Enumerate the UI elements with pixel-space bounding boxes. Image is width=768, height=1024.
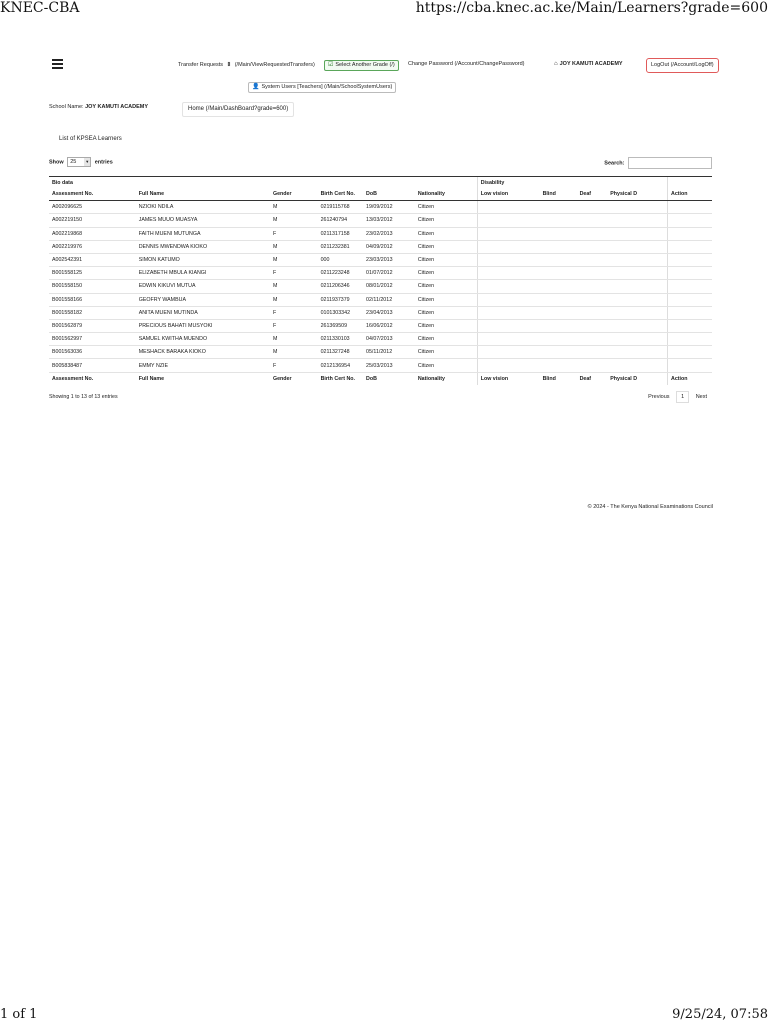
learners-table <box>49 176 712 385</box>
column-header-7[interactable]: Blind <box>540 188 577 201</box>
table-cell: 23/04/2013 <box>363 306 415 319</box>
table-group-header <box>49 177 712 189</box>
column-footer-6[interactable]: Low vision <box>477 372 539 385</box>
column-footer-3[interactable]: Birth Cert No. <box>318 372 363 385</box>
table-cell: Citizen <box>415 346 477 359</box>
table-cell <box>607 319 667 332</box>
table-cell: EMMY NZIE <box>136 359 270 372</box>
table-cell: Citizen <box>415 214 477 227</box>
table-cell: 0212136954 <box>318 359 363 372</box>
table-cell: Citizen <box>415 267 477 280</box>
table-cell: Citizen <box>415 280 477 293</box>
table-cell: B001558166 <box>49 293 136 306</box>
table-cell <box>607 359 667 372</box>
table-cell <box>540 293 577 306</box>
column-header-4[interactable]: DoB <box>363 188 415 201</box>
next-page-button[interactable]: Next <box>695 394 707 400</box>
table-cell: 13/03/2012 <box>363 214 415 227</box>
table-cell: A002542391 <box>49 253 136 266</box>
table-cell: B001558182 <box>49 306 136 319</box>
table-cell: Citizen <box>415 306 477 319</box>
table-cell <box>668 214 712 227</box>
group-disability: Disability <box>477 177 667 189</box>
table-cell: M <box>270 214 318 227</box>
table-cell <box>540 253 577 266</box>
table-cell <box>577 359 608 372</box>
table-cell <box>607 267 667 280</box>
table-cell <box>477 319 539 332</box>
print-title: KNEC-CBA <box>0 0 80 16</box>
table-cell <box>540 227 577 240</box>
table-cell: 261240794 <box>318 214 363 227</box>
table-cell: 02/11/2012 <box>363 293 415 306</box>
table-cell: B001562997 <box>49 333 136 346</box>
table-cell <box>668 227 712 240</box>
table-cell <box>577 214 608 227</box>
table-cell <box>668 333 712 346</box>
table-cell: A002219150 <box>49 214 136 227</box>
table-cell: M <box>270 293 318 306</box>
table-cell <box>477 214 539 227</box>
table-cell: 0211223248 <box>318 267 363 280</box>
table-cell: Citizen <box>415 227 477 240</box>
print-datetime: 9/25/24, 07:58 <box>672 1007 768 1022</box>
copyright-footer: © 2024 - The Kenya National Examinations Council <box>587 504 713 510</box>
page-title: List of KPSEA Learners <box>59 136 122 142</box>
table-info: Showing 1 to 13 of 13 entries <box>49 394 118 400</box>
transfer-requests-path: (/Main/ViewRequestedTransfers) <box>234 62 315 68</box>
change-password-link[interactable]: Change Password (/Account/ChangePassword) <box>408 61 525 67</box>
table-cell: 23/02/2013 <box>363 227 415 240</box>
column-header-8[interactable]: Deaf <box>577 188 608 201</box>
entries-label: entries <box>94 159 113 166</box>
print-page-number: 1 of 1 <box>0 1007 38 1022</box>
current-page-button[interactable]: 1 <box>676 391 689 403</box>
table-cell <box>668 319 712 332</box>
entries-select-value: 25 <box>70 159 77 165</box>
table-cell: F <box>270 359 318 372</box>
column-footer-8[interactable]: Deaf <box>577 372 608 385</box>
table-cell: GEOFRY WAMBUA <box>136 293 270 306</box>
entries-select[interactable] <box>67 157 91 167</box>
table-cell: B001562879 <box>49 319 136 332</box>
home-breadcrumb-link[interactable]: Home (/Main/DashBoard?grade=600) <box>182 102 294 117</box>
column-header-10[interactable]: Action <box>668 188 712 201</box>
table-cell <box>577 319 608 332</box>
previous-page-button[interactable]: Previous <box>648 394 670 400</box>
table-cell: 04/07/2013 <box>363 333 415 346</box>
column-footer-1[interactable]: Full Name <box>136 372 270 385</box>
group-bio-data: Bio data <box>49 177 477 189</box>
table-cell: F <box>270 267 318 280</box>
table-cell: EDWIN KIKUVI MUTUA <box>136 280 270 293</box>
table-cell: 05/11/2012 <box>363 346 415 359</box>
table-cell: 16/06/2012 <box>363 319 415 332</box>
transfer-requests-label: Transfer Requests <box>178 62 224 68</box>
table-cell <box>540 267 577 280</box>
table-cell <box>540 280 577 293</box>
table-cell: ANITA MUENI MUTINDA <box>136 306 270 319</box>
table-cell: F <box>270 319 318 332</box>
search-label: Search: <box>604 160 625 167</box>
search-input[interactable] <box>628 157 712 169</box>
table-cell <box>607 214 667 227</box>
table-row <box>49 333 712 346</box>
table-cell: M <box>270 280 318 293</box>
school-info-row <box>49 102 721 118</box>
navbar <box>48 56 720 96</box>
transfer-requests-link[interactable] <box>178 61 315 70</box>
table-cell <box>477 253 539 266</box>
table-row <box>49 319 712 332</box>
table-cell: M <box>270 333 318 346</box>
print-footer <box>0 1006 768 1024</box>
table-cell: 0211330103 <box>318 333 363 346</box>
school-name-label: School Name: <box>49 104 84 110</box>
table-cell: DENNIS MWENDWA KIOKO <box>136 240 270 253</box>
pagination <box>643 391 712 403</box>
show-label: Show <box>49 159 64 166</box>
table-cell: 04/09/2012 <box>363 240 415 253</box>
table-cell <box>607 333 667 346</box>
table-cell <box>477 293 539 306</box>
table-cell <box>607 280 667 293</box>
table-cell: B001563036 <box>49 346 136 359</box>
table-cell <box>577 280 608 293</box>
table-cell: M <box>270 253 318 266</box>
column-footer-2[interactable]: Gender <box>270 372 318 385</box>
table-cell: F <box>270 306 318 319</box>
group-action-spacer <box>668 177 712 189</box>
table-row <box>49 280 712 293</box>
table-cell: 0211232381 <box>318 240 363 253</box>
column-header-6[interactable]: Low vision <box>477 188 539 201</box>
checkbox-icon: ☑ <box>328 62 334 68</box>
chevron-down-icon: ▼ <box>85 159 90 164</box>
table-cell: A002096625 <box>49 201 136 214</box>
table-cell: M <box>270 346 318 359</box>
table-cell: M <box>270 201 318 214</box>
table-cell <box>607 293 667 306</box>
table-cell <box>477 240 539 253</box>
table-body <box>49 201 712 372</box>
table-cell: 23/03/2013 <box>363 253 415 266</box>
table-cell: Citizen <box>415 319 477 332</box>
column-header-0[interactable]: Assessment No. <box>49 188 136 201</box>
table-cell: Citizen <box>415 253 477 266</box>
school-name-value: JOY KAMUTI ACADEMY <box>85 104 149 110</box>
table-cell: 01/07/2012 <box>363 267 415 280</box>
table-cell: ELIZABETH MBULA KIANGI <box>136 267 270 280</box>
table-row <box>49 267 712 280</box>
print-url: https://cba.knec.ac.ke/Main/Learners?grade=600 <box>415 0 768 16</box>
table-cell: 19/09/2012 <box>363 201 415 214</box>
table-cell: FAITH MUENI MUTUNGA <box>136 227 270 240</box>
table-row <box>49 201 712 214</box>
table-row <box>49 346 712 359</box>
table-cell: PRECIOUS BAHATI MUSYOKI <box>136 319 270 332</box>
table-cell <box>577 346 608 359</box>
column-footer-0[interactable]: Assessment No. <box>49 372 136 385</box>
table-cell <box>668 253 712 266</box>
table-cell <box>607 240 667 253</box>
column-footer-9[interactable]: Physical D <box>607 372 667 385</box>
table-cell <box>577 253 608 266</box>
table-cell: B001558125 <box>49 267 136 280</box>
table-row <box>49 306 712 319</box>
table-cell: A002219868 <box>49 227 136 240</box>
table-cell: NZIOKI NDILA <box>136 201 270 214</box>
table-cell <box>477 306 539 319</box>
table-row <box>49 253 712 266</box>
select-grade-label: Select Another Grade (/) <box>335 62 395 68</box>
table-cell <box>577 293 608 306</box>
table-cell: A002219976 <box>49 240 136 253</box>
table-cell: 0211937379 <box>318 293 363 306</box>
table-cell <box>607 306 667 319</box>
table-row <box>49 293 712 306</box>
table-cell: B001558150 <box>49 280 136 293</box>
table-cell: 08/01/2012 <box>363 280 415 293</box>
table-cell: 0101303342 <box>318 306 363 319</box>
table-cell: Citizen <box>415 201 477 214</box>
table-cell <box>540 319 577 332</box>
table-cell: Citizen <box>415 293 477 306</box>
table-cell: 0211327248 <box>318 346 363 359</box>
column-footer-4[interactable]: DoB <box>363 372 415 385</box>
table-cell <box>668 201 712 214</box>
column-header-2[interactable]: Gender <box>270 188 318 201</box>
table-cell <box>477 227 539 240</box>
system-users-button[interactable] <box>248 82 396 93</box>
print-header <box>0 0 768 18</box>
table-cell <box>668 280 712 293</box>
school-menu-label: JOY KAMUTI ACADEMY <box>559 61 623 67</box>
table-cell <box>540 346 577 359</box>
table-cell <box>540 359 577 372</box>
table-cell: JAMES MUUO MUASYA <box>136 214 270 227</box>
table-cell: B005838487 <box>49 359 136 372</box>
table-cell: 0211206346 <box>318 280 363 293</box>
table-cell: 261369509 <box>318 319 363 332</box>
table-cell <box>477 359 539 372</box>
table-cell <box>668 359 712 372</box>
table-controls <box>49 157 712 171</box>
table-column-header <box>49 188 712 201</box>
table-cell <box>607 227 667 240</box>
logout-button[interactable]: LogOut (/Account/LogOff) <box>646 58 719 73</box>
updown-icon: ⇕ <box>226 62 232 68</box>
table-cell: Citizen <box>415 240 477 253</box>
table-cell <box>477 201 539 214</box>
table-cell: Citizen <box>415 359 477 372</box>
table-cell <box>577 333 608 346</box>
table-cell: 25/03/2013 <box>363 359 415 372</box>
select-another-grade-button[interactable] <box>324 60 399 71</box>
table-cell <box>577 201 608 214</box>
table-cell <box>477 280 539 293</box>
column-header-3[interactable]: Birth Cert No. <box>318 188 363 201</box>
table-cell <box>477 333 539 346</box>
system-users-label: System Users [Teachers] (/Main/SchoolSystemUsers) <box>261 84 393 90</box>
table-cell <box>540 201 577 214</box>
table-cell <box>668 267 712 280</box>
table-cell <box>540 333 577 346</box>
table-cell: F <box>270 227 318 240</box>
add-user-icon: 👤 <box>252 84 260 90</box>
table-cell: MESHACK BARAKA KIOKO <box>136 346 270 359</box>
table-cell <box>577 306 608 319</box>
column-footer-5[interactable]: Nationality <box>415 372 477 385</box>
table-row <box>49 227 712 240</box>
table-cell <box>668 293 712 306</box>
column-footer-7[interactable]: Blind <box>540 372 577 385</box>
table-cell <box>607 253 667 266</box>
table-cell <box>477 346 539 359</box>
table-cell <box>477 267 539 280</box>
table-cell <box>540 240 577 253</box>
hamburger-menu-icon[interactable] <box>52 59 63 68</box>
table-cell: 0219115768 <box>318 201 363 214</box>
table-cell <box>668 240 712 253</box>
page-length-control <box>49 157 113 167</box>
table-cell: 0211317158 <box>318 227 363 240</box>
table-cell <box>540 306 577 319</box>
table-column-footer <box>49 372 712 385</box>
table-cell <box>577 267 608 280</box>
table-cell <box>607 346 667 359</box>
column-header-5[interactable]: Nationality <box>415 188 477 201</box>
column-header-9[interactable]: Physical D <box>607 188 667 201</box>
search-control <box>604 157 712 169</box>
school-building-icon: ⌂ <box>554 61 558 67</box>
table-cell: Citizen <box>415 333 477 346</box>
table-cell: SAMUEL KWITHA MUENDO <box>136 333 270 346</box>
table-cell: SIMON KATUMO <box>136 253 270 266</box>
table-cell <box>540 214 577 227</box>
table-row <box>49 240 712 253</box>
school-name <box>49 104 148 110</box>
table-cell <box>607 201 667 214</box>
table-cell <box>577 227 608 240</box>
table-cell: M <box>270 240 318 253</box>
table-cell: 000 <box>318 253 363 266</box>
column-header-1[interactable]: Full Name <box>136 188 270 201</box>
table-cell <box>668 306 712 319</box>
table-cell <box>577 240 608 253</box>
column-footer-10[interactable]: Action <box>668 372 712 385</box>
table-row <box>49 359 712 372</box>
table-row <box>49 214 712 227</box>
table-cell <box>668 346 712 359</box>
school-menu[interactable] <box>554 60 623 69</box>
